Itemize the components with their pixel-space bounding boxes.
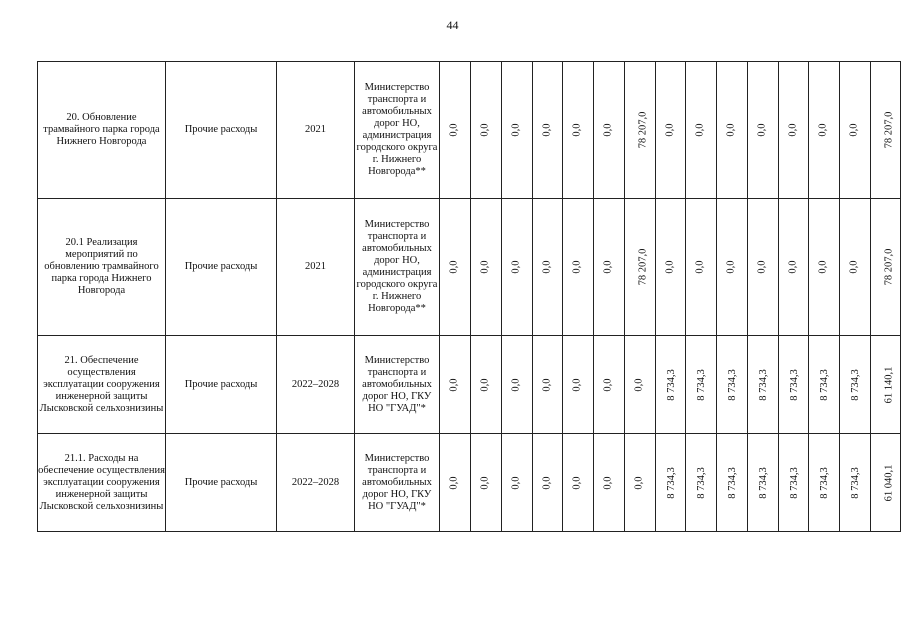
value-text: 0,0 <box>449 475 460 490</box>
table-row <box>38 336 901 434</box>
value-cell <box>440 434 471 532</box>
value-cell <box>502 199 533 336</box>
period-cell: 2021 <box>277 62 355 199</box>
value-text: 0,0 <box>511 377 522 392</box>
value-text: 8 734,3 <box>849 466 861 499</box>
value-text: 0,0 <box>787 260 799 274</box>
page-number: 44 <box>446 18 459 32</box>
value-cell <box>656 434 686 532</box>
value-text: 0,0 <box>541 475 553 490</box>
value-text: 61 140,1 <box>883 366 895 403</box>
value-text: 8 734,3 <box>726 466 738 499</box>
value-cell <box>594 434 625 532</box>
value-cell <box>533 336 563 434</box>
value-cell <box>871 199 901 336</box>
value-text: 0,0 <box>449 377 460 392</box>
value-text: 0,0 <box>572 123 583 137</box>
value-cell <box>471 336 502 434</box>
value-text: 0,0 <box>603 377 614 392</box>
table-row <box>38 199 901 336</box>
value-cell <box>840 434 871 532</box>
value-cell <box>502 336 533 434</box>
value-cell <box>594 336 625 434</box>
value-cell <box>809 434 840 532</box>
value-text: 8 734,3 <box>665 466 677 499</box>
value-text: 8 734,3 <box>788 466 800 499</box>
value-cell <box>717 199 748 336</box>
executor-cell: Министерство транспорта и автомобильных дорог НО, ГКУ НО "ГУАД"* <box>355 336 440 434</box>
value-text: 0,0 <box>634 475 645 490</box>
value-cell <box>686 434 717 532</box>
event-name-cell: 21.1. Расходы на обеспечение осуществления эксплуатации сооружения инженерной защиты Лысковской сельхознизины <box>38 434 166 532</box>
value-text: 0,0 <box>449 260 460 274</box>
value-cell <box>871 62 901 199</box>
value-cell <box>471 434 502 532</box>
value-text: 0,0 <box>849 260 860 274</box>
value-cell <box>471 62 502 199</box>
value-cell <box>502 434 533 532</box>
event-name-cell: 20.1 Реализация мероприятий по обновлению трамвайного парка города Нижнего Новгорода <box>38 199 166 336</box>
value-cell <box>717 434 748 532</box>
value-text: 0,0 <box>603 123 614 137</box>
value-text: 78 207,0 <box>883 248 895 286</box>
value-cell <box>533 199 563 336</box>
value-text: 0,0 <box>480 123 491 137</box>
value-text: 0,0 <box>664 260 676 274</box>
value-cell <box>686 62 717 199</box>
value-cell <box>871 434 901 532</box>
period-cell: 2021 <box>277 199 355 336</box>
expense-type-cell: Прочие расходы <box>166 62 277 199</box>
value-cell <box>533 434 563 532</box>
value-text: 8 734,3 <box>695 466 707 499</box>
executor-cell: Министерство транспорта и автомобильных дорог НО, администрация городского округа г. Нижнего Новгорода** <box>355 62 440 199</box>
value-text: 0,0 <box>572 377 583 392</box>
value-cell <box>594 62 625 199</box>
value-text: 0,0 <box>818 260 829 274</box>
value-cell <box>779 336 809 434</box>
value-text: 0,0 <box>480 260 491 274</box>
value-cell <box>748 434 779 532</box>
value-text: 0,0 <box>603 260 614 274</box>
value-text: 0,0 <box>511 260 522 274</box>
value-text: 0,0 <box>511 123 522 137</box>
value-cell <box>594 199 625 336</box>
value-cell <box>563 199 594 336</box>
value-cell <box>840 62 871 199</box>
value-cell <box>440 62 471 199</box>
value-text: 8 734,3 <box>788 368 800 401</box>
value-text: 8 734,3 <box>757 466 769 499</box>
value-text: 8 734,3 <box>818 466 830 499</box>
value-text: 78 207,0 <box>883 111 895 149</box>
value-cell <box>563 336 594 434</box>
value-cell <box>563 62 594 199</box>
value-text: 8 734,3 <box>849 368 861 401</box>
period-cell: 2022–2028 <box>277 434 355 532</box>
value-cell <box>840 336 871 434</box>
value-cell <box>748 199 779 336</box>
table-row <box>38 62 901 199</box>
value-cell <box>502 62 533 199</box>
value-text: 0,0 <box>541 123 553 137</box>
event-name-cell: 21. Обеспечение осуществления эксплуатации сооружения инженерной защиты Лысковской сельхознизины <box>38 336 166 434</box>
value-cell <box>748 62 779 199</box>
value-cell <box>625 434 656 532</box>
value-cell <box>871 336 901 434</box>
event-name-cell: 20. Обновление трамвайного парка города Нижнего Новгорода <box>38 62 166 199</box>
value-cell <box>686 199 717 336</box>
value-text: 0,0 <box>603 475 614 490</box>
value-cell <box>748 336 779 434</box>
expense-type-cell: Прочие расходы <box>166 434 277 532</box>
value-text: 0,0 <box>664 123 676 137</box>
value-text: 0,0 <box>726 260 737 274</box>
value-text: 0,0 <box>757 123 768 137</box>
period-cell: 2022–2028 <box>277 336 355 434</box>
value-text: 61 040,1 <box>883 464 895 501</box>
value-cell <box>656 336 686 434</box>
value-text: 0,0 <box>480 475 491 490</box>
value-cell <box>779 199 809 336</box>
value-text: 0,0 <box>695 260 706 274</box>
value-cell <box>625 199 656 336</box>
value-text: 78 207,0 <box>637 248 649 286</box>
value-cell <box>779 434 809 532</box>
value-text: 8 734,3 <box>726 368 738 401</box>
expense-type-cell: Прочие расходы <box>166 336 277 434</box>
value-cell <box>840 199 871 336</box>
expense-type-cell: Прочие расходы <box>166 199 277 336</box>
value-cell <box>717 62 748 199</box>
value-text: 0,0 <box>757 260 768 274</box>
value-cell <box>563 434 594 532</box>
executor-cell: Министерство транспорта и автомобильных дорог НО, администрация городского округа г. Нижнего Новгорода** <box>355 199 440 336</box>
value-text: 0,0 <box>572 475 583 490</box>
value-text: 0,0 <box>634 377 645 392</box>
value-cell <box>625 336 656 434</box>
table-row <box>38 434 901 532</box>
value-text: 0,0 <box>449 123 460 137</box>
value-cell <box>809 336 840 434</box>
value-text: 0,0 <box>480 377 491 392</box>
value-cell <box>809 199 840 336</box>
value-text: 0,0 <box>849 123 860 137</box>
value-text: 8 734,3 <box>757 368 769 401</box>
value-text: 0,0 <box>787 123 799 137</box>
value-cell <box>625 62 656 199</box>
value-cell <box>440 199 471 336</box>
value-text: 0,0 <box>541 377 553 392</box>
executor-cell: Министерство транспорта и автомобильных дорог НО, ГКУ НО "ГУАД"* <box>355 434 440 532</box>
value-cell <box>656 62 686 199</box>
value-cell <box>533 62 563 199</box>
value-cell <box>656 199 686 336</box>
value-cell <box>686 336 717 434</box>
value-cell <box>471 199 502 336</box>
value-cell <box>717 336 748 434</box>
value-text: 0,0 <box>818 123 829 137</box>
value-text: 0,0 <box>572 260 583 274</box>
budget-table <box>37 61 901 532</box>
value-text: 0,0 <box>695 123 706 137</box>
value-text: 8 734,3 <box>665 368 677 401</box>
value-text: 8 734,3 <box>695 368 707 401</box>
value-text: 0,0 <box>726 123 737 137</box>
value-cell <box>809 62 840 199</box>
value-text: 0,0 <box>541 260 553 274</box>
value-cell <box>440 336 471 434</box>
value-cell <box>779 62 809 199</box>
value-text: 8 734,3 <box>818 368 830 401</box>
value-text: 0,0 <box>511 475 522 490</box>
value-text: 78 207,0 <box>637 111 649 149</box>
